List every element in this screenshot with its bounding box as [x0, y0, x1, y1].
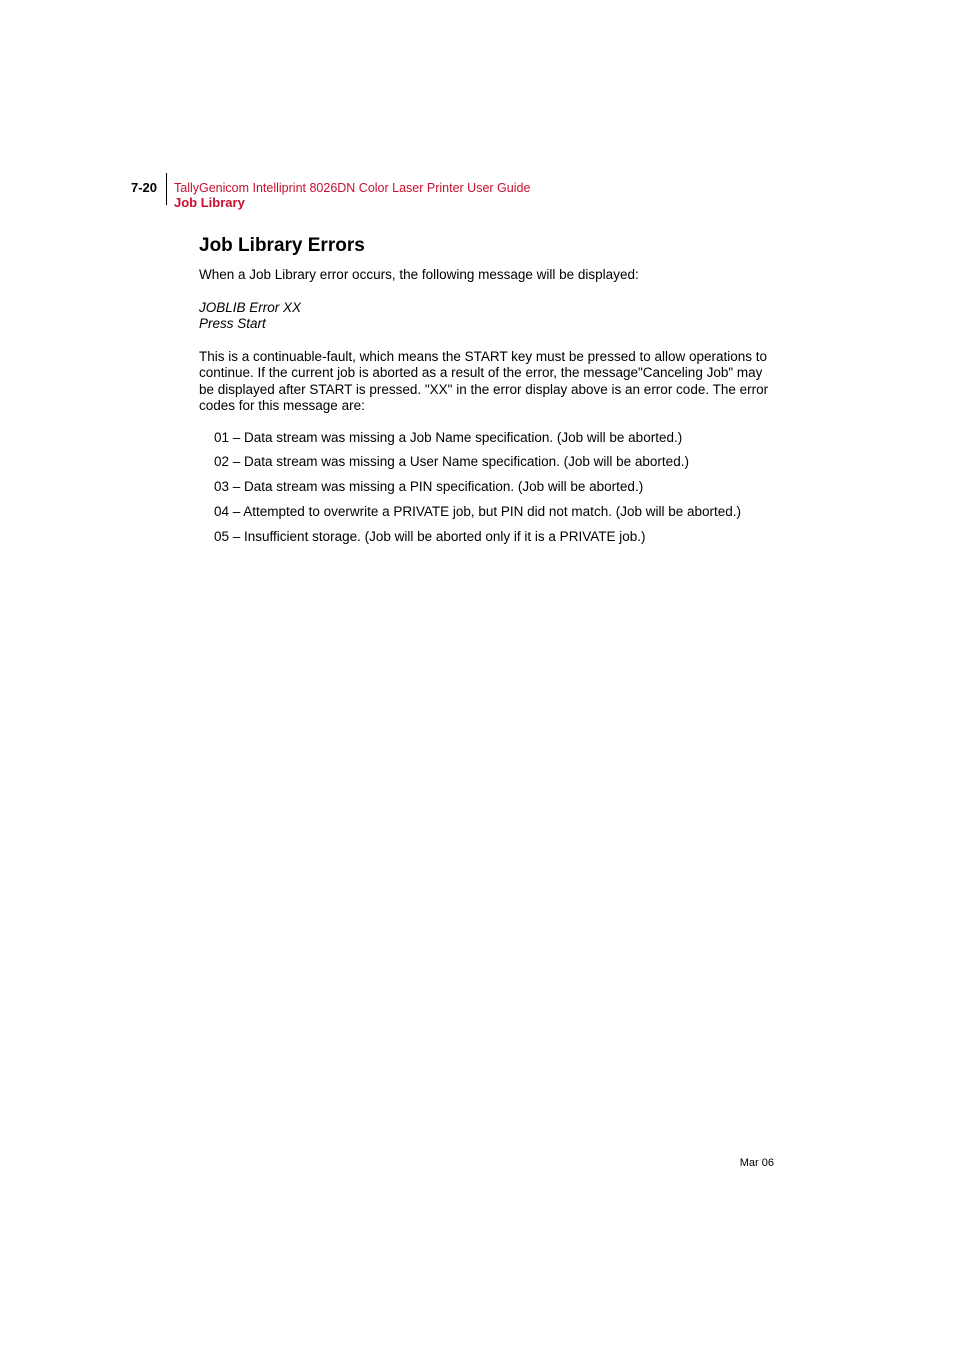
error-code-list	[199, 430, 779, 546]
error-message-display	[199, 300, 779, 333]
list-item: 03 – Data stream was missing a PIN specification. (Job will be aborted.)	[214, 479, 644, 495]
page-title: Job Library Errors	[199, 235, 365, 256]
error-message-line: Press Start	[199, 316, 266, 331]
list-item: 04 – Attempted to overwrite a PRIVATE job, but PIN did not match. (Job will be aborted.)	[214, 504, 742, 520]
list-item: 01 – Data stream was missing a Job Name specification. (Job will be aborted.)	[214, 429, 683, 445]
page-number: 7-20	[131, 180, 158, 195]
list-item: 05 – Insufficient storage. (Job will be aborted only if it is a PRIVATE job.)	[214, 529, 646, 545]
intro-paragraph: When a Job Library error occurs, the following message will be displayed:	[199, 267, 639, 282]
list-item: 02 – Data stream was missing a User Name specification. (Job will be aborted.)	[214, 454, 689, 470]
guide-title: TallyGenicom Intelliprint 8026DN Color Laser Printer User Guide	[174, 181, 531, 195]
main-content	[199, 234, 779, 554]
section-title: Job Library	[174, 195, 245, 210]
header-divider	[166, 173, 167, 205]
footer-date: Mar 06	[739, 1157, 774, 1169]
description-paragraph: This is a continuable-fault, which means the START key must be pressed to allow operations to continue. If the current job is aborted as a result of the error, the message"Canceling Job" may be displayed after START is pressed. "XX" in the error display above is an error code. The error codes for this message are:	[199, 348, 769, 413]
error-message-line: JOBLIB Error XX	[199, 299, 302, 315]
